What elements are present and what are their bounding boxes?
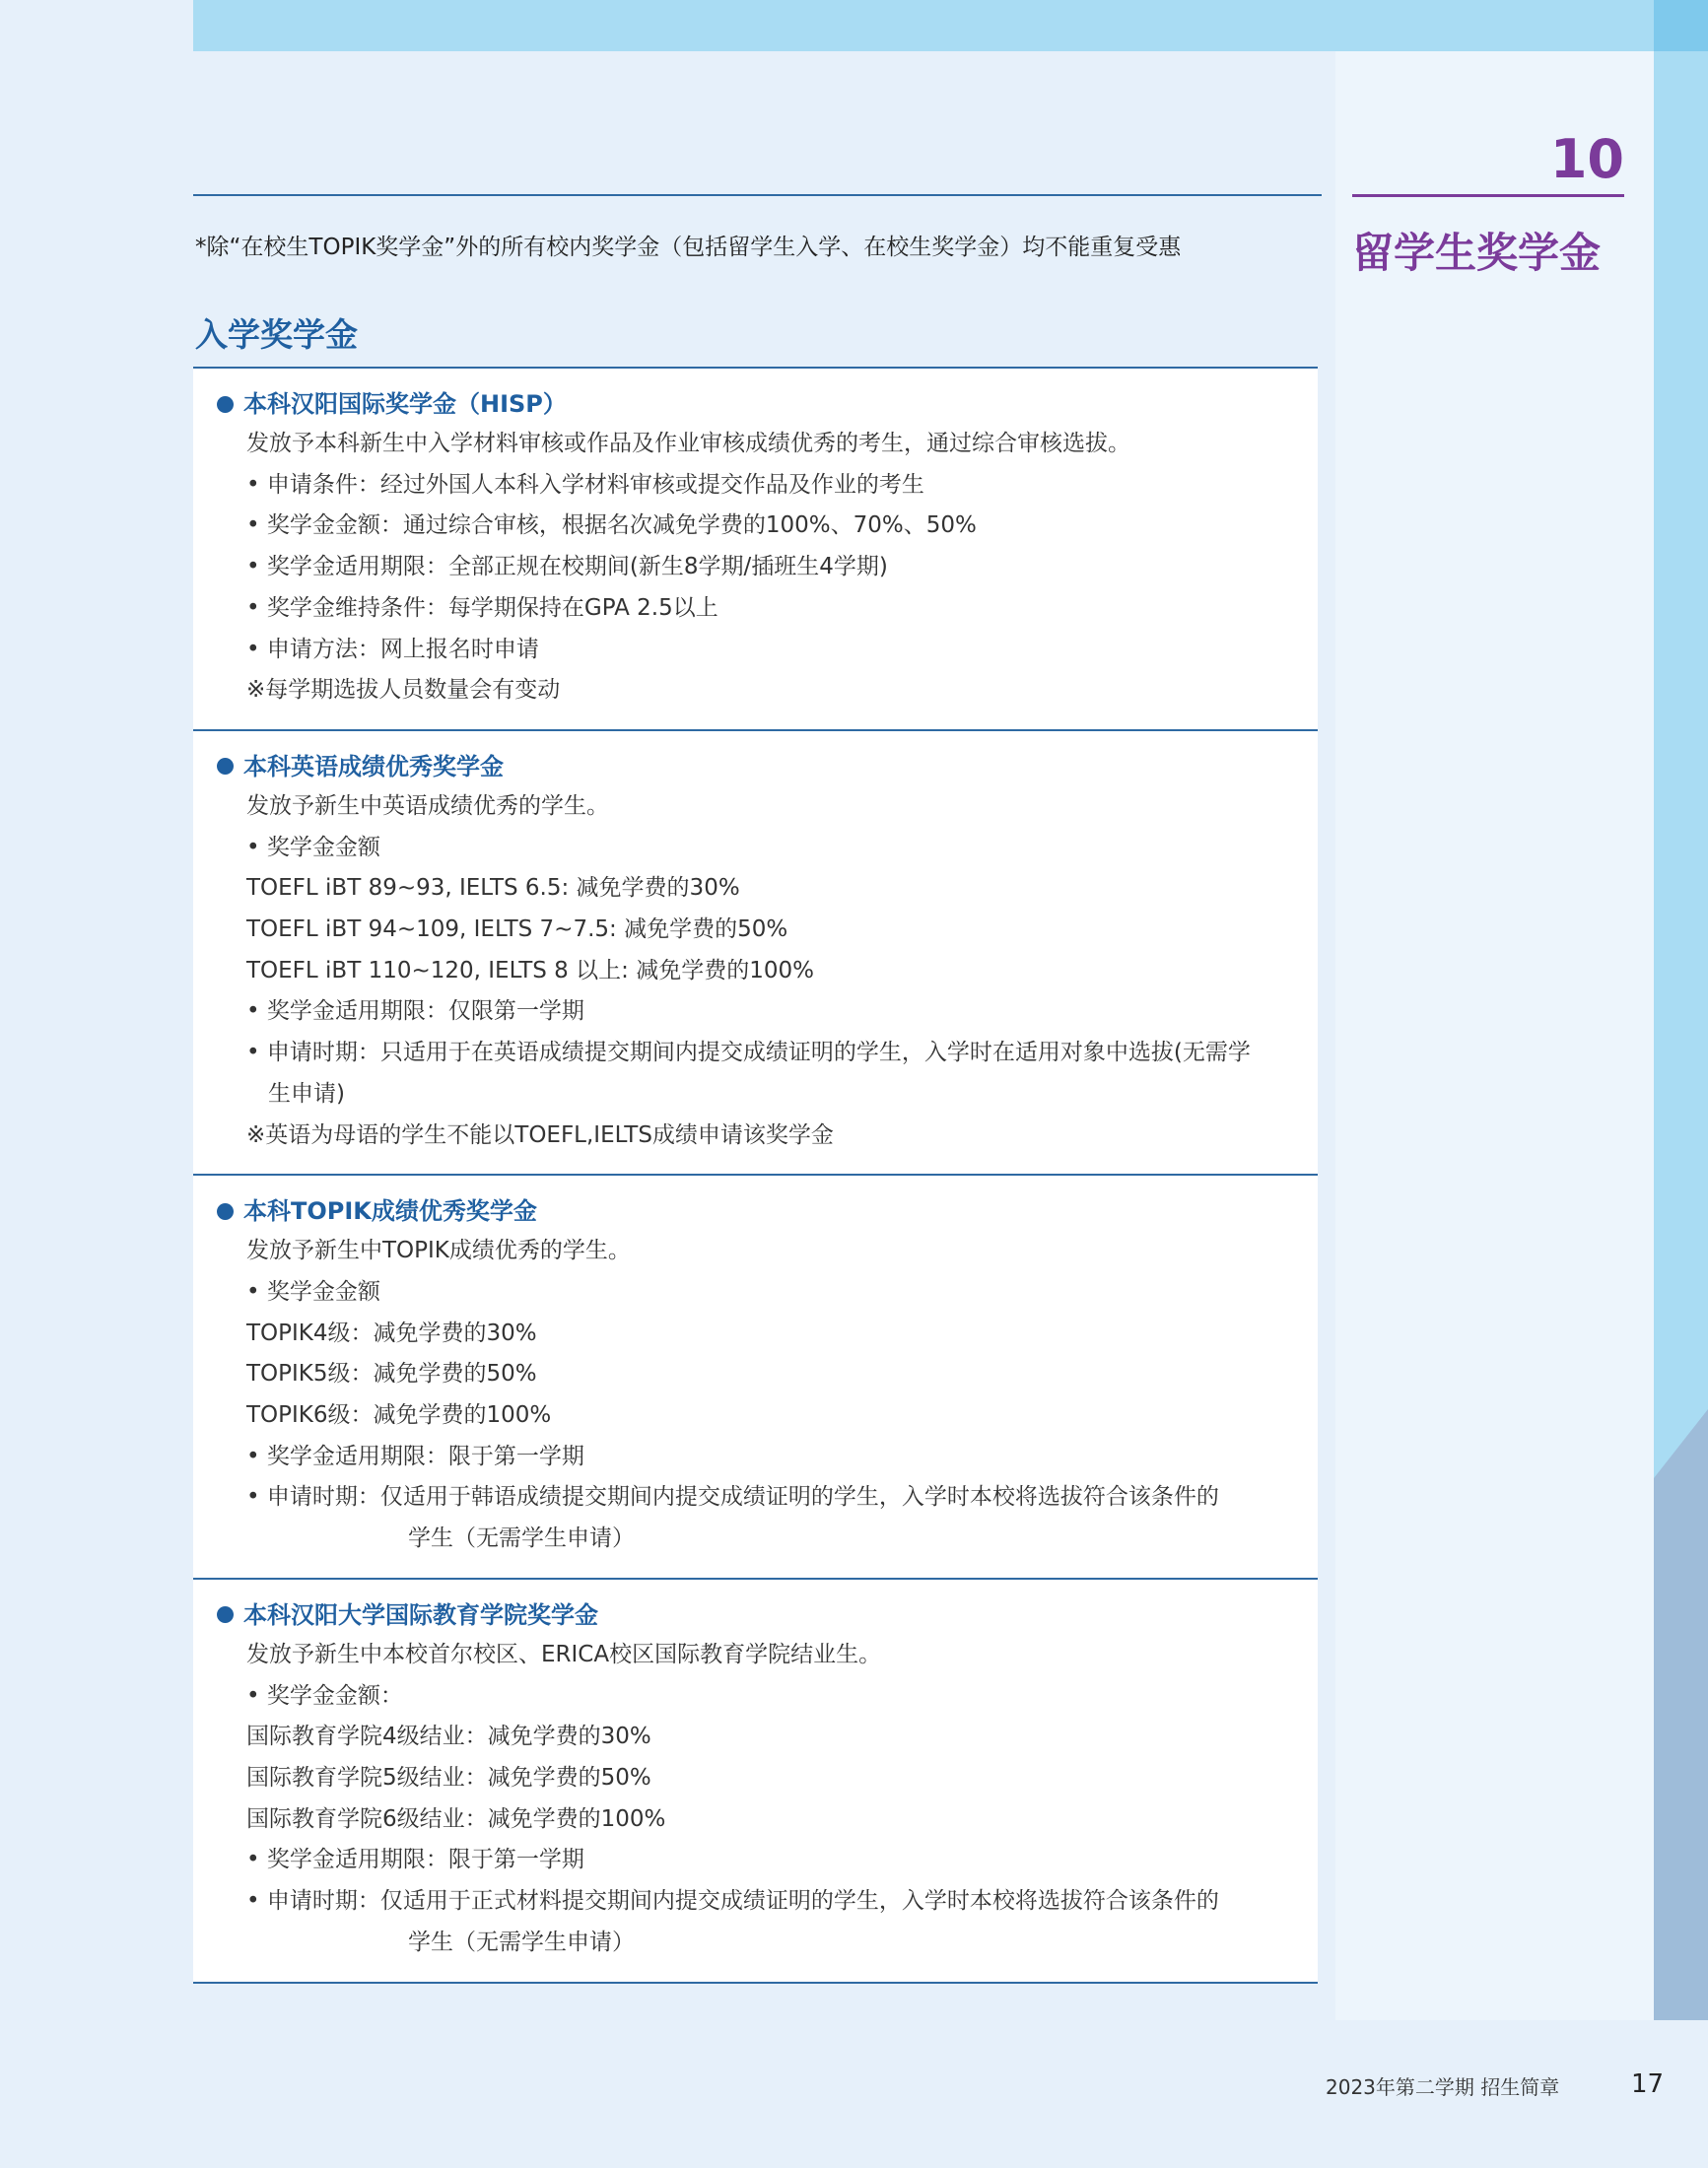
scholarship-description: 发放予新生中本校首尔校区、ERICA校区国际教育学院结业生。 xyxy=(246,1641,882,1667)
bullet-dot-icon xyxy=(217,1606,234,1623)
scholarship-description: 发放予新生中英语成绩优秀的学生。 xyxy=(246,792,609,819)
scholarship-title-text: 本科汉阳国际奖学金（HISP） xyxy=(243,390,567,418)
scholarship-list xyxy=(193,367,1318,1984)
notice-text: *除“在校生TOPIK奖学金”外的所有校内奖学金（包括留学生入学、在校生奖学金）均不能重复受惠 xyxy=(195,235,1182,260)
scholarship-description: 发放予新生中TOPIK成绩优秀的学生。 xyxy=(246,1238,631,1264)
scholarship-detail: TOEFL iBT 110~120, IELTS 8 以上: 减免学费的100% xyxy=(246,957,814,983)
scholarship-title xyxy=(217,1595,1298,1635)
scholarship-detail: TOEFL iBT 94~109, IELTS 7~7.5: 减免学费的50% xyxy=(246,916,788,943)
bullet-dot-icon xyxy=(217,396,234,413)
scholarship-title xyxy=(217,384,1298,424)
scholarship-detail: • 奖学金适用期限：限于第一学期 xyxy=(246,1847,584,1873)
scholarship-detail: • 奖学金适用期限：仅限第一学期 xyxy=(246,998,584,1025)
side-panel xyxy=(1335,51,1654,2020)
scholarship-detail: • 申请时期：只适用于在英语成绩提交期间内提交成绩证明的学生，入学时在适用对象中选拔(无需学 xyxy=(246,1040,1251,1066)
scholarship-detail: • 申请时期：仅适用于正式材料提交期间内提交成绩证明的学生，入学时本校将选拔符合该条件的 xyxy=(246,1888,1219,1915)
scholarship-note: ※英语为母语的学生不能以TOEFL,IELTS成绩申请该奖学金 xyxy=(246,1121,834,1148)
scholarship-detail: • 奖学金金额： xyxy=(246,1682,403,1709)
scholarship-detail: 学生（无需学生申请） xyxy=(408,1929,635,1955)
side-stripe-lower xyxy=(1654,1409,1708,2020)
section-number: 10 xyxy=(1549,128,1624,190)
scholarship-detail: 国际教育学院6级结业：减免学费的100% xyxy=(246,1805,666,1832)
scholarship-detail: TOEFL iBT 89~93, IELTS 6.5: 减免学费的30% xyxy=(246,875,740,902)
divider xyxy=(193,194,1322,196)
bullet-dot-icon xyxy=(217,1203,234,1220)
scholarship-block-hisp xyxy=(193,367,1318,729)
section-rule xyxy=(1352,194,1624,197)
scholarship-detail: • 申请方法：网上报名时申请 xyxy=(246,636,539,662)
scholarship-title xyxy=(217,1191,1298,1231)
scholarship-detail: 国际教育学院4级结业：减免学费的30% xyxy=(246,1724,651,1750)
scholarship-detail: • 申请时期：仅适用于韩语成绩提交期间内提交成绩证明的学生，入学时本校将选拔符合该条件的 xyxy=(246,1484,1219,1511)
scholarship-note: ※每学期选拔人员数量会有变动 xyxy=(246,677,561,704)
page-number: 17 xyxy=(1631,2069,1665,2099)
scholarship-title-text: 本科汉阳大学国际教育学院奖学金 xyxy=(243,1600,598,1629)
scholarship-block-iie xyxy=(193,1578,1318,1984)
scholarship-title-text: 本科TOPIK成绩优秀奖学金 xyxy=(243,1197,537,1226)
scholarship-detail: • 奖学金金额 xyxy=(246,834,380,860)
scholarship-detail: 国际教育学院5级结业：减免学费的50% xyxy=(246,1764,651,1791)
page-heading: 入学奖学金 xyxy=(195,315,358,354)
scholarship-block-english xyxy=(193,729,1318,1174)
scholarship-detail: TOPIK5级：减免学费的50% xyxy=(246,1361,537,1388)
scholarship-detail: • 奖学金维持条件：每学期保持在GPA 2.5以上 xyxy=(246,594,718,621)
footer-text: 2023年第二学期 招生简章 xyxy=(1326,2075,1560,2099)
scholarship-detail: • 奖学金适用期限：全部正规在校期间(新生8学期/插班生4学期) xyxy=(246,554,888,580)
scholarship-block-topik xyxy=(193,1174,1318,1578)
scholarship-detail: • 奖学金金额：通过综合审核，根据名次减免学费的100%、70%、50% xyxy=(246,512,977,539)
scholarship-detail: • 奖学金金额 xyxy=(246,1278,380,1305)
scholarship-title xyxy=(217,747,1298,786)
scholarship-detail: 生申请) xyxy=(268,1080,345,1107)
top-banner-accent xyxy=(1654,0,1708,51)
section-title: 留学生奖学金 xyxy=(1352,229,1602,277)
scholarship-detail: TOPIK4级：减免学费的30% xyxy=(246,1320,537,1346)
scholarship-detail: 学生（无需学生申请） xyxy=(408,1525,635,1552)
scholarship-detail: • 申请条件：经过外国人本科入学材料审核或提交作品及作业的考生 xyxy=(246,471,924,498)
scholarship-detail: TOPIK6级：减免学费的100% xyxy=(246,1402,552,1429)
bullet-dot-icon xyxy=(217,758,234,775)
top-banner xyxy=(193,0,1654,51)
scholarship-detail: • 奖学金适用期限：限于第一学期 xyxy=(246,1443,584,1469)
scholarship-title-text: 本科英语成绩优秀奖学金 xyxy=(243,752,504,780)
scholarship-description: 发放予本科新生中入学材料审核或作品及作业审核成绩优秀的考生，通过综合审核选拔。 xyxy=(246,431,1130,456)
